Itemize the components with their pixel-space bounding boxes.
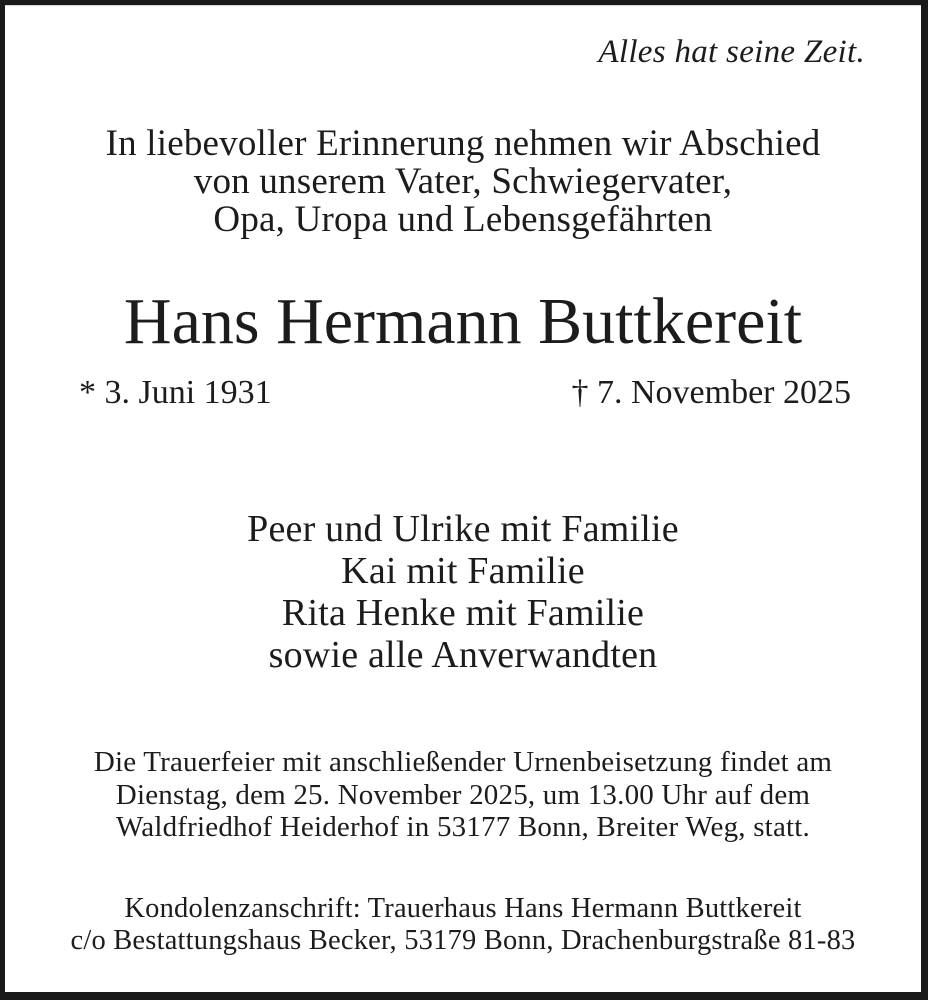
condolence-line: c/o Bestattungshaus Becker, 53179 Bonn, Drachenburgstraße 81-83 (70, 924, 856, 956)
birth-date: * 3. Juni 1931 (79, 374, 272, 411)
intro-text (5, 125, 921, 239)
mourner-line: Rita Henke mit Familie (281, 592, 645, 634)
mourner-line: Kai mit Familie (341, 550, 585, 592)
mourner-line: sowie alle Anverwandten (268, 634, 658, 676)
funeral-info (5, 746, 921, 844)
motto-text: Alles hat seine Zeit. (598, 34, 865, 70)
intro-line: von unserem Vater, Schwiegervater, (193, 161, 733, 202)
death-date: † 7. November 2025 (571, 374, 851, 411)
funeral-info-line: Waldfriedhof Heiderhof in 53177 Bonn, Breiter Weg, statt. (116, 811, 810, 843)
condolence-info (5, 893, 921, 956)
intro-line: In liebevoller Erinnerung nehmen wir Abschied (105, 123, 821, 164)
scan-hairline (5, 5, 921, 6)
funeral-info-line: Dienstag, dem 25. November 2025, um 13.00 Uhr auf dem (115, 778, 811, 811)
dates-row (79, 371, 851, 415)
funeral-info-line: Die Trauerfeier mit anschließender Urnenbeisetzung findet am (93, 746, 833, 778)
deceased-name: Hans Hermann Buttkereit (123, 285, 803, 358)
mourners-block (5, 508, 921, 676)
intro-line: Opa, Uropa und Lebensgefährten (213, 199, 713, 240)
mourner-line: Peer und Ulrike mit Familie (247, 508, 679, 550)
condolence-line: Kondolenzanschrift: Trauerhaus Hans Hermann Buttkereit (124, 893, 802, 924)
